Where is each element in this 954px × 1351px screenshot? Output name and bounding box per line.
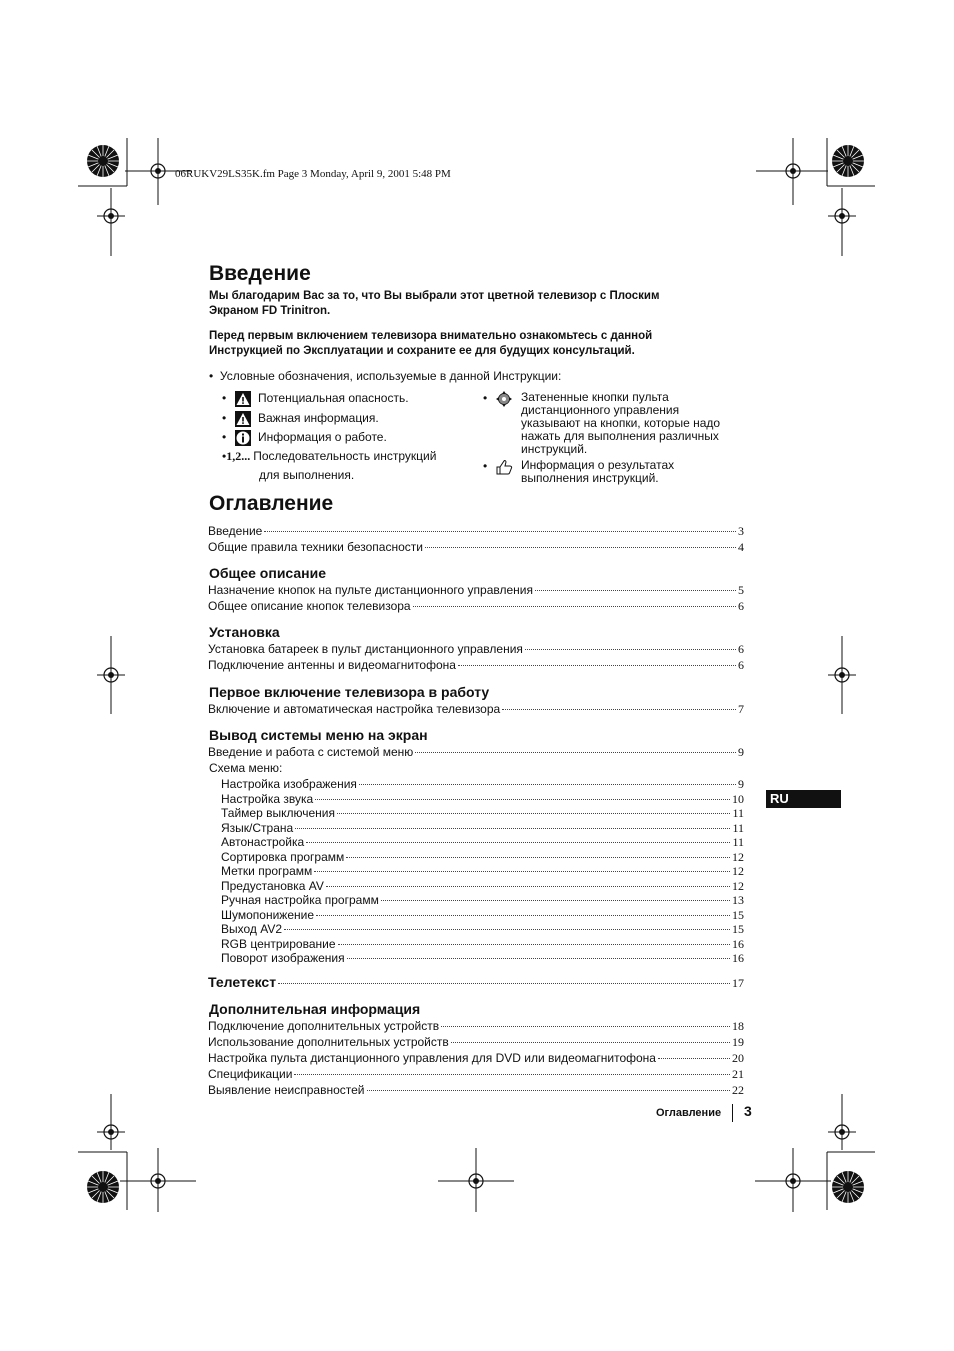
file-header: 06RUKV29LS35K.fm Page 3 Monday, April 9, 2001 5:48 PM xyxy=(175,168,451,180)
toc-row[interactable]: Спецификации 21 xyxy=(208,1067,744,1081)
toc-row[interactable]: Назначение кнопок на пульте дистанционного управления 5 xyxy=(208,583,744,597)
toc-row[interactable]: Таймер выключения 11 xyxy=(221,806,744,820)
toc-row[interactable]: Включение и автоматическая настройка телевизора 7 xyxy=(208,702,744,716)
toc-row[interactable]: Использование дополнительных устройств 19 xyxy=(208,1035,744,1049)
toc-row[interactable]: Выявление неисправностей 22 xyxy=(208,1083,744,1097)
symbol-result: • Информация о результатах выполнения инструкций. xyxy=(483,458,675,485)
language-tab: RU xyxy=(766,790,841,808)
toc-row[interactable]: RGB центрирование 16 xyxy=(221,936,744,951)
toc-section-menu: Вывод системы меню на экран xyxy=(209,727,428,743)
toc-row[interactable]: Введение и работа с системой меню 9 xyxy=(208,745,744,759)
toc-section-general: Общее описание xyxy=(209,565,327,581)
warning-triangle-icon xyxy=(234,391,252,407)
symbol-danger: • Потенциальная опасность. xyxy=(222,391,409,405)
symbol-remote: • Затененные кнопки пульта дистанционного управления указывают на кнопки, которые надо нажать для выполнения различных инструкций. xyxy=(483,390,721,456)
thumbs-up-icon xyxy=(493,459,515,475)
toc-section-first-on: Первое включение телевизора в работу xyxy=(209,684,490,700)
intro-paragraph-2: Перед первым включением телевизора внимательно ознакомьтесь с данной Инструкцией по Эксплуатации и сохраните ее для будущих консультаций. xyxy=(209,330,653,357)
intro-paragraph-1: Мы благодарим Вас за то, что Вы выбрали этот цветной телевизор с Плоским Экраном FD Trinitron. xyxy=(209,290,660,317)
conventions-line: • Условные обозначения, используемые в данной Инструкции: xyxy=(209,369,562,383)
toc-row[interactable]: Ручная настройка программ 13 xyxy=(221,893,744,907)
toc-row[interactable]: Настройка пульта дистанционного управления для DVD или видеомагнитофона 20 xyxy=(208,1051,744,1065)
footer-separator xyxy=(732,1104,733,1122)
symbol-steps-continued: для выполнения. xyxy=(259,468,355,482)
intro-title: Введение xyxy=(209,262,311,285)
toc-row[interactable]: Настройка звука 10 xyxy=(221,791,744,806)
toc-row[interactable]: Настройка изображения 9 xyxy=(221,777,744,791)
symbol-info: • Информация о работе. xyxy=(222,430,387,444)
toc-row[interactable]: Поворот изображения 16 xyxy=(221,951,744,965)
toc-row[interactable]: Подключение дополнительных устройств 18 xyxy=(208,1019,744,1033)
toc-row[interactable]: Автонастройка 11 xyxy=(221,835,744,849)
toc-menu-scheme: Схема меню: xyxy=(209,761,283,775)
toc-row[interactable]: Установка батареек в пульт дистанционного управления 6 xyxy=(208,642,744,656)
toc-row[interactable]: Язык/Страна 11 xyxy=(221,820,744,835)
toc-row[interactable]: Общие правила техники безопасности 4 xyxy=(208,540,744,554)
remote-buttons-icon xyxy=(493,391,515,407)
toc-row[interactable]: Шумопонижение 15 xyxy=(221,907,744,922)
toc-row[interactable]: Введение 3 xyxy=(208,524,744,538)
page-number: 3 xyxy=(744,1103,752,1119)
toc-row-teletext[interactable]: Телетекст 17 xyxy=(208,974,744,990)
footer-label: Оглавление xyxy=(656,1107,722,1119)
toc-row[interactable]: Предустановка AV 12 xyxy=(221,878,744,893)
warning-triangle-icon xyxy=(234,411,252,427)
toc-section-setup: Установка xyxy=(209,624,280,640)
info-icon xyxy=(234,430,252,446)
toc-row[interactable]: Подключение антенны и видеомагнитофона 6 xyxy=(208,658,744,672)
toc-row[interactable]: Сортировка программ 12 xyxy=(221,849,744,864)
symbol-steps: •1,2... Последовательность инструкций xyxy=(222,449,437,463)
toc-row[interactable]: Метки программ 12 xyxy=(221,864,744,878)
toc-title: Оглавление xyxy=(209,492,334,515)
symbol-important: • Важная информация. xyxy=(222,411,379,425)
toc-row[interactable]: Общее описание кнопок телевизора 6 xyxy=(208,599,744,613)
toc-section-extra: Дополнительная информация xyxy=(209,1001,421,1017)
toc-row[interactable]: Выход AV2 15 xyxy=(221,922,744,936)
